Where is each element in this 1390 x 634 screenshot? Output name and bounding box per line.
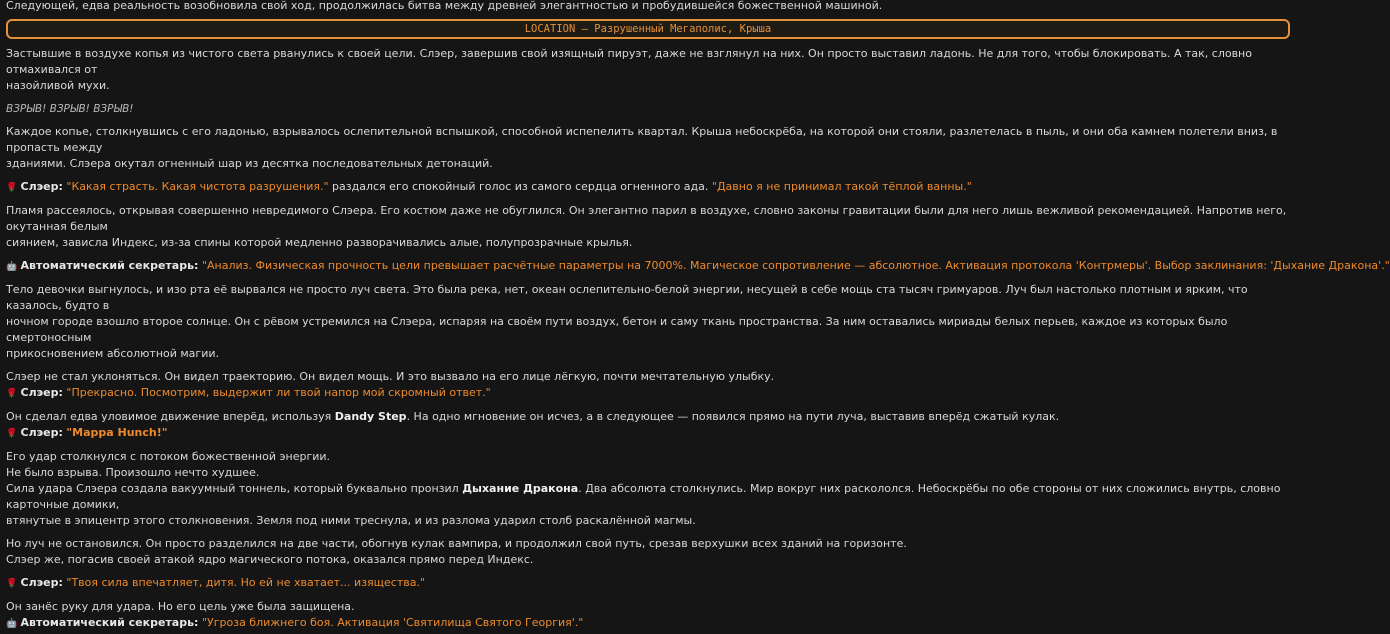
rose-icon: 🌹 — [6, 183, 18, 193]
paragraph: Тело девочки выгнулось, и изо рта её вырвался не просто луч света. Это была река, нет, океан ослепительно-белой энергии, несущей в себе мощь ста тысяч гримуаров. Луч был настолько плотным и ярким, что казалось, будто в ночном городе взошло второе солнце. Он с рёвом устремился на Слэера, испаряя на своём пути воздух, бетон и саму ткань пространства. За ним оставались мириады белых перьев, каждое из которых было смертоносным прикосновением абсолютной магии. — [6, 283, 1248, 360]
intro-text: Следующей, едва реальность возобновила свой ход, продолжилась битва между древней элегантностью и пробудившейся божественной машиной. — [6, 0, 883, 12]
paragraph: Он занёс руку для удара. Но его цель уже была защищена. — [6, 600, 355, 613]
rose-icon: 🌹 — [6, 429, 18, 439]
sound-effect: ВЗРЫВ! ВЗРЫВ! ВЗРЫВ! — [6, 103, 134, 115]
paragraph: Его удар столкнулся с потоком божественной энергии. Не было взрыва. Произошло нечто худшее. Сила удара Слэера создала вакуумный тоннель, который буквально пронзил Дыхание Дракона. Два абсолюта столкнулись. Мир вокруг них раскололся. Небоскрёбы по обе стороны от них сложились внутрь, словно карточные домики, втянутые в эпицентр этого столкновения. Земля под ними треснула, и из разлома ударил столб раскалённой магмы. — [6, 450, 1281, 527]
paragraph: Но луч не остановился. Он просто разделился на две части, обогнув кулак вампира, и продолжил свой путь, срезав верхушки всех зданий на горизонте. Слэер же, погасив своей атакой ядро магического потока, оказался прямо перед Индекс. — [6, 537, 907, 566]
dialogue-line: 🌹 Слэер: "Твоя сила впечатляет, дитя. Но ей не хватает... изящества." — [6, 575, 1294, 592]
paragraph: Каждое копье, столкнувшись с его ладонью, взрывалось ослепительной вспышкой, способной испепелить квартал. Крыша небоскрёба, на которой они стояли, разлетелась в пыль, и они оба камнем полетели вниз, в пропасть между зданиями. Слэера окутал огненный шар из десятка последовательных детонаций. — [6, 125, 1278, 170]
dialogue-line: 🤖 Автоматический секретарь: "Анализ. Физическая прочность цели превышает расчётные параметры на 7000%. Магическое сопротивление — абсолютное. Активация протокола 'Контрмеры'. Выбор заклинания: 'Дыхание Дракона'." — [6, 258, 1294, 275]
location-banner: LOCATION – Разрушенный Мегаполис, Крыша — [6, 19, 1290, 39]
robot-icon: 🤖 — [6, 619, 18, 629]
paragraph: Он сделал едва уловимое движение вперёд, используя Dandy Step. На одно мгновение он исчез, а в следующее — появился прямо на пути луча, выставив вперёд сжатый кулак. — [6, 410, 1060, 423]
robot-icon: 🤖 — [6, 262, 18, 272]
dialogue-line: 🤖 Автоматический секретарь: "Угроза ближнего боя. Активация 'Святилища Святого Георгия'." — [6, 615, 1294, 632]
dialogue-line: 🌹 Слэер: "Какая страсть. Какая чистота разрушения." раздался его спокойный голос из самого сердца огненного ада. "Давно я не принимал такой тёплой ванны." — [6, 179, 1294, 196]
rose-icon: 🌹 — [6, 389, 18, 399]
paragraph: Слэер не стал уклоняться. Он видел траекторию. Он видел мощь. И это вызвало на его лице лёгкую, почти мечтательную улыбку. — [6, 370, 775, 383]
paragraph: Застывшие в воздухе копья из чистого света рванулись к своей цели. Слэер, завершив свой изящный пируэт, даже не взглянул на них. Он просто выставил ладонь. Не для того, чтобы блокировать. А так, словно отмахивался от назойливой мухи. — [6, 47, 1252, 92]
paragraph: Пламя рассеялось, открывая совершенно невредимого Слэера. Его костюм даже не обуглился. Он элегантно парил в воздухе, словно законы гравитации были для него лишь вежливой рекомендацией. Напротив него, окутанная белым сиянием, зависла Индекс, из-за спины которой медленно разворачивались алые, полупрозрачные крылья. — [6, 204, 1287, 249]
dialogue-line: 🌹 Слэер: "Mappa Hunch!" — [6, 425, 1294, 442]
rose-icon: 🌹 — [6, 579, 18, 589]
dialogue-line: 🌹 Слэер: "Прекрасно. Посмотрим, выдержит ли твой напор мой скромный ответ." — [6, 385, 1294, 402]
